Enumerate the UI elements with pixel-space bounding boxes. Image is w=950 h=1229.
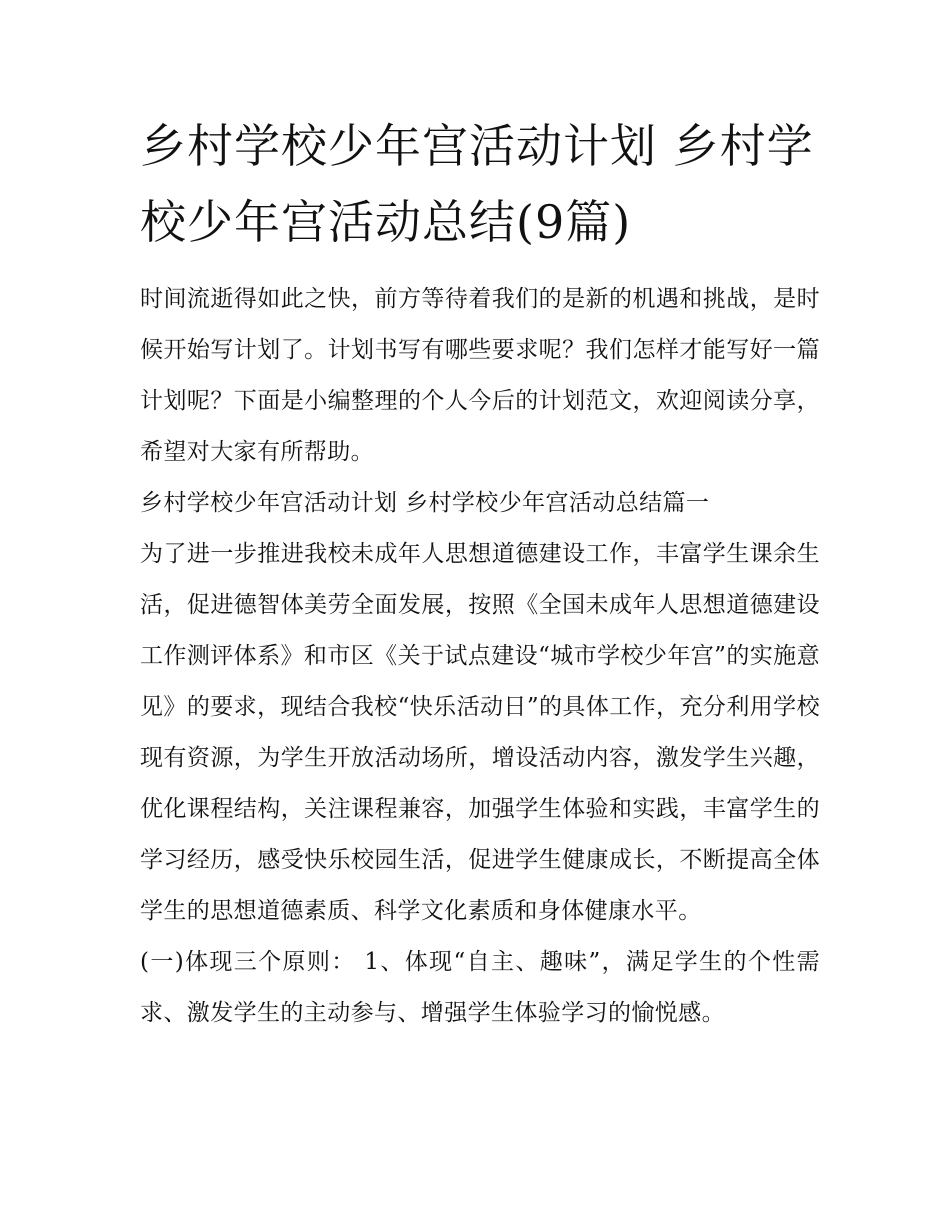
principles-paragraph: (一)体现三个原则： 1、体现“自主、趣味”，满足学生的个性需求、激发学生的主动参与、增强学生体验学习的愉悦感。 — [140, 949, 820, 1026]
document-body — [140, 274, 820, 1039]
body-paragraph: 为了进一步推进我校未成年人思想道德建设工作，丰富学生课余生活，促进德智体美劳全面发展，按照《全国未成年人思想道德建设工作测评体系》和市区《关于试点建设“城市学校少年宫”的实施意见》的要求，现结合我校“快乐活动日”的具体工作，充分利用学校现有资源，为学生开放活动场所，增设活动内容，激发学生兴趣，优化课程结构，关注课程兼容，加强学生体验和实践，丰富学生的学习经历，感受快乐校园生活，促进学生健康成长，不断提高全体学生的思想道德素质、科学文化素质和身体健康水平。 — [140, 541, 820, 924]
intro-paragraph: 时间流逝得如此之快，前方等待着我们的是新的机遇和挑战，是时候开始写计划了。计划书写有哪些要求呢？我们怎样才能写好一篇计划呢？下面是小编整理的个人今后的计划范文，欢迎阅读分享，希望对大家有所帮助。 — [140, 286, 820, 465]
document-title: 乡村学校少年宫活动计划 乡村学校少年宫活动总结(9篇) — [140, 119, 814, 249]
section-heading: 乡村学校少年宫活动计划 乡村学校少年宫活动总结篇一 — [140, 490, 710, 516]
